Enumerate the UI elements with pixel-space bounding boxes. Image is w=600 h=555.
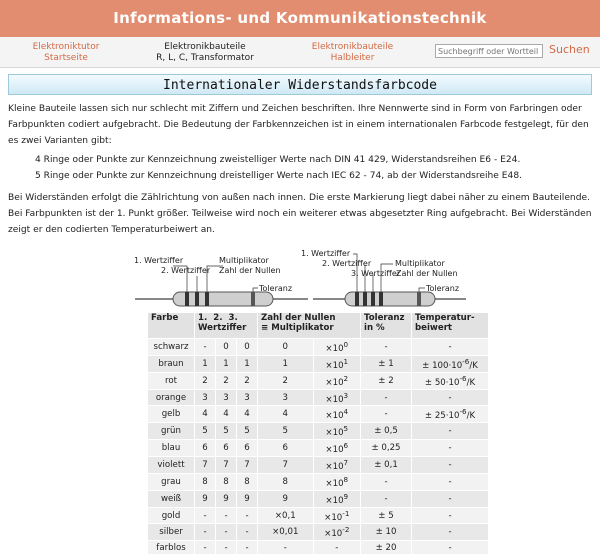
table-cell: $\times 10^2$	[313, 372, 360, 389]
table-row	[148, 372, 489, 389]
table-cell: ×0,1	[258, 507, 314, 524]
search-button[interactable]: Suchen	[549, 43, 590, 56]
table-cell: ×0,01	[258, 524, 314, 541]
table-cell: ± 10	[361, 524, 412, 541]
table-cell: -	[361, 406, 412, 423]
table-cell: -	[412, 339, 489, 356]
label-1-wertziffer: 1. Wertziffer	[134, 256, 184, 265]
list-item: 5 Ringe oder Punkte zur Kennzeichnung dreistelliger Werte nach IEC 62 - 74, ab der Widerstandsreihe E48.	[35, 171, 522, 181]
nav-link-halbleiter[interactable]: Elektronikbauteile Halbleiter	[311, 42, 394, 63]
table-cell: rot	[148, 372, 195, 389]
table-cell: -	[361, 473, 412, 490]
table-cell: 5	[195, 423, 216, 440]
table-cell: 2	[258, 372, 314, 389]
table-cell: -	[412, 507, 489, 524]
table-cell: blau	[148, 440, 195, 457]
table-cell: 6	[258, 440, 314, 457]
table-row	[148, 457, 489, 474]
table-row	[148, 339, 489, 356]
table-row	[148, 507, 489, 524]
table-cell: -	[412, 389, 489, 406]
table-cell: braun	[148, 355, 195, 372]
col-temperaturbeiwert: Temperatur- beiwert	[412, 313, 489, 339]
table-cell: 6	[237, 440, 258, 457]
table-cell: $\times 10^{-1}$	[313, 507, 360, 524]
table-cell: ± 20	[361, 541, 412, 555]
label-toleranz: Toleranz	[426, 284, 460, 293]
table-cell: 6	[216, 440, 237, 457]
table-cell: $\times 10^6$	[313, 440, 360, 457]
label-multiplikator: Multiplikator	[219, 256, 269, 265]
table-cell: ± $25\cdot 10^{-6}/K$	[412, 406, 489, 423]
table-cell: -	[195, 541, 216, 555]
table-cell: 3	[195, 389, 216, 406]
table-cell: $\times 10^7$	[313, 457, 360, 474]
label-1-wertziffer: 1. Wertziffer	[301, 249, 351, 258]
table-cell: ± $50\cdot 10^{-6}/K$	[412, 372, 489, 389]
table-cell: $\times 10^4$	[313, 406, 360, 423]
table-cell: -	[412, 490, 489, 507]
label-multiplikator: Multiplikator	[395, 259, 445, 268]
table-cell: -	[412, 473, 489, 490]
table-cell: 8	[195, 473, 216, 490]
intro-paragraph: Kleine Bauteile lassen sich nur schlecht mit Ziffern und Zeichen beschriften. Ihre Nennwerte sind in Form von Farbringen oder Farbpunkten codiert aufgebracht. Die Bedeutung der Farbkennzeichen ist in einem internationalen Farbcode festgelegt, für den es zwei Varianten gibt:	[8, 104, 589, 146]
table-cell: ± 0,1	[361, 457, 412, 474]
table-cell: -	[216, 541, 237, 555]
table-cell: 7	[237, 457, 258, 474]
table-cell: 5	[216, 423, 237, 440]
label-toleranz: Toleranz	[259, 284, 293, 293]
table-cell: gold	[148, 507, 195, 524]
table-cell: -	[412, 541, 489, 555]
table-cell: 9	[216, 490, 237, 507]
table-cell: 5	[237, 423, 258, 440]
table-cell: 6	[195, 440, 216, 457]
table-cell: -	[258, 541, 314, 555]
table-cell: -	[237, 507, 258, 524]
page-title: Internationaler Widerstandsfarbcode	[8, 74, 592, 95]
table-cell: 1	[258, 355, 314, 372]
table-row	[148, 490, 489, 507]
table-row	[148, 473, 489, 490]
site-banner: Informations- und Kommunikationstechnik	[0, 0, 600, 37]
label-zahl-der-nullen: Zahl der Nullen	[396, 269, 458, 278]
col-farbe: Farbe	[148, 313, 195, 339]
table-row	[148, 524, 489, 541]
table-cell: 4	[195, 406, 216, 423]
table-cell: 7	[216, 457, 237, 474]
table-cell: -	[216, 507, 237, 524]
col-wertziffer: 1. 2. 3. Wertziffer	[195, 313, 258, 339]
table-cell: 2	[237, 372, 258, 389]
table-cell: 2	[195, 372, 216, 389]
table-cell: -	[361, 339, 412, 356]
table-cell: 1	[216, 355, 237, 372]
table-cell: 0	[216, 339, 237, 356]
table-cell: ± 0,5	[361, 423, 412, 440]
table-cell: -	[361, 490, 412, 507]
table-cell: -	[412, 524, 489, 541]
label-2-wertziffer: 2. Wertziffer	[322, 259, 372, 268]
table-cell: 3	[258, 389, 314, 406]
table-cell: -	[313, 541, 360, 555]
list-item: 4 Ringe oder Punkte zur Kennzeichnung zweistelliger Werte nach DIN 41 429, Widerstandsreihen E6 - E24.	[35, 155, 521, 165]
table-row	[148, 423, 489, 440]
table-cell: ± 0,25	[361, 440, 412, 457]
table-cell: -	[216, 524, 237, 541]
table-cell: -	[195, 507, 216, 524]
table-cell: grau	[148, 473, 195, 490]
table-row	[148, 406, 489, 423]
table-cell: $\times 10^{-2}$	[313, 524, 360, 541]
table-cell: 4	[237, 406, 258, 423]
label-zahl-der-nullen: Zahl der Nullen	[219, 266, 281, 275]
table-cell: gelb	[148, 406, 195, 423]
table-cell: 8	[258, 473, 314, 490]
table-cell: 1	[237, 355, 258, 372]
table-cell: orange	[148, 389, 195, 406]
table-cell: $\times 10^8$	[313, 473, 360, 490]
table-row	[148, 440, 489, 457]
table-cell: 0	[237, 339, 258, 356]
counting-paragraph: Bei Widerständen erfolgt die Zählrichtung von außen nach innen. Die erste Markierung liegt dabei näher zu einem Bauteilende. Bei Farbpunkten ist der 1. Punkt größer. Teilweise wird noch ein weiterer etwas abgesetzter Ring aufgebracht. Bei Widerständen zeigt er den codierten Temperaturbeiwert an.	[8, 193, 592, 235]
table-cell: 8	[216, 473, 237, 490]
table-row	[148, 355, 489, 372]
table-cell: -	[412, 457, 489, 474]
table-cell: 7	[258, 457, 314, 474]
nav-link-startseite[interactable]: Elektroniktutor Startseite	[32, 42, 100, 63]
table-cell: $\times 10^1$	[313, 355, 360, 372]
table-cell: -	[237, 524, 258, 541]
table-cell: ± 1	[361, 355, 412, 372]
table-row	[148, 389, 489, 406]
table-cell: 8	[237, 473, 258, 490]
table-row	[148, 541, 489, 555]
label-3-wertziffer: 3. Wertziffer	[351, 269, 401, 278]
table-cell: 4	[216, 406, 237, 423]
table-cell: ± 5	[361, 507, 412, 524]
table-cell: 5	[258, 423, 314, 440]
table-cell: -	[195, 524, 216, 541]
table-cell: 3	[216, 389, 237, 406]
col-toleranz: Toleranz in %	[361, 313, 412, 339]
table-cell: $\times 10^0$	[313, 339, 360, 356]
label-2-wertziffer: 2. Wertziffer	[161, 266, 211, 275]
col-multiplikator: Zahl der Nullen ≡ Multiplikator	[258, 313, 361, 339]
table-cell: 3	[237, 389, 258, 406]
table-cell: -	[412, 440, 489, 457]
table-cell: schwarz	[148, 339, 195, 356]
table-cell: $\times 10^5$	[313, 423, 360, 440]
table-cell: $\times 10^3$	[313, 389, 360, 406]
table-cell: 1	[195, 355, 216, 372]
table-cell: $\times 10^9$	[313, 490, 360, 507]
table-cell: ± 2	[361, 372, 412, 389]
table-cell: ± $100\cdot 10^{-6}/K$	[412, 355, 489, 372]
table-cell: -	[361, 389, 412, 406]
table-cell: 7	[195, 457, 216, 474]
table-cell: 4	[258, 406, 314, 423]
table-cell: 2	[216, 372, 237, 389]
table-cell: violett	[148, 457, 195, 474]
table-cell: -	[237, 541, 258, 555]
table-cell: 9	[237, 490, 258, 507]
table-cell: -	[195, 339, 216, 356]
search-input[interactable]	[435, 44, 543, 58]
table-cell: 9	[195, 490, 216, 507]
table-cell: silber	[148, 524, 195, 541]
table-cell: 0	[258, 339, 314, 356]
table-cell: 9	[258, 490, 314, 507]
resistor-diagram	[133, 242, 468, 312]
color-code-table	[147, 312, 489, 555]
table-cell: -	[412, 423, 489, 440]
table-cell: farblos	[148, 541, 195, 555]
table-cell: grün	[148, 423, 195, 440]
nav-link-bauteile-rlc[interactable]: Elektronikbauteile R, L, C, Transformator	[156, 42, 254, 63]
table-cell: weiß	[148, 490, 195, 507]
